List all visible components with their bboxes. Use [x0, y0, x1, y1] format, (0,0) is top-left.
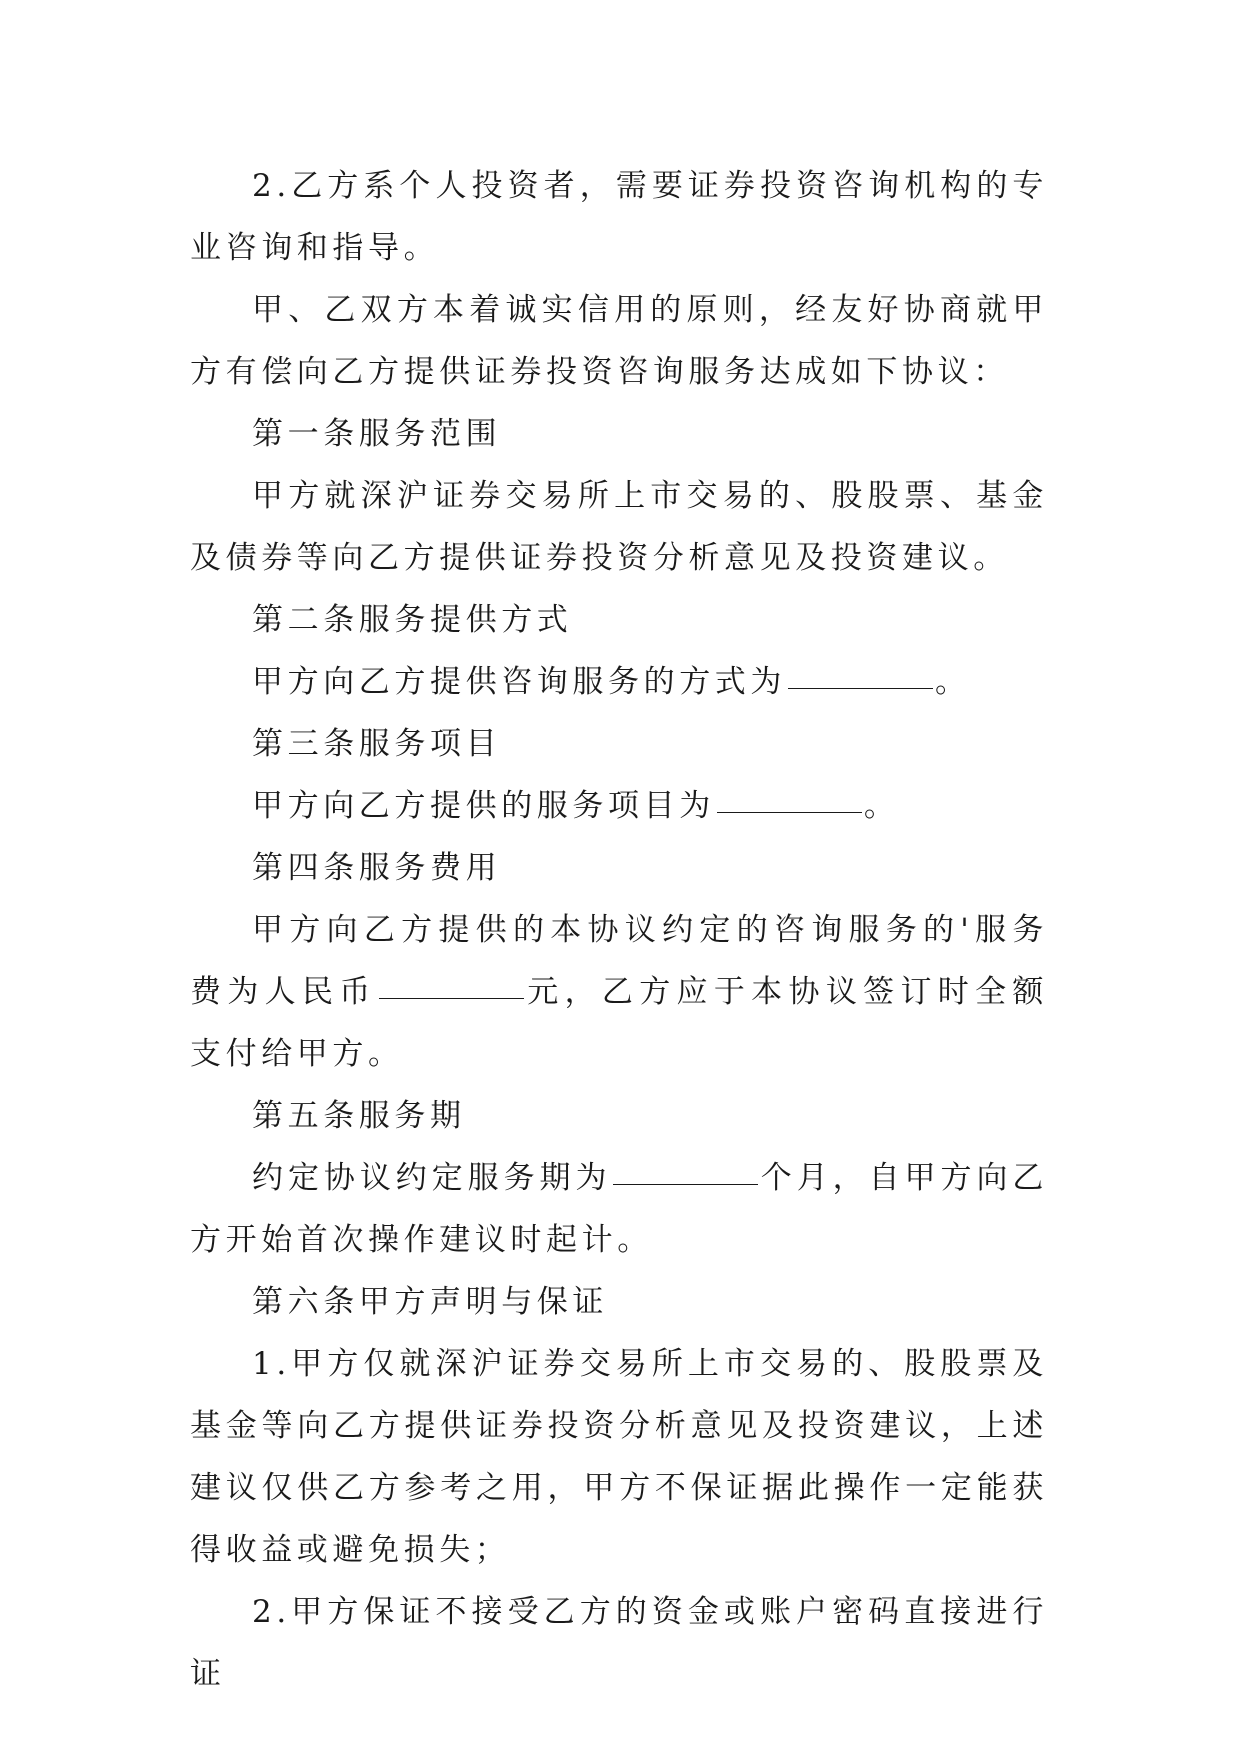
paragraph-text: 个月，自甲方向乙方开始首次操作建议时起计。	[190, 1160, 1048, 1258]
heading-article-6	[190, 1271, 1048, 1333]
paragraph-statement-2	[190, 1581, 1048, 1705]
paragraph-party-b-intro	[190, 155, 1048, 279]
paragraph-service-scope	[190, 465, 1048, 589]
paragraph-text: 甲方向乙方提供的本协议约定的咨询服务的'服务费为人民币	[190, 912, 1048, 1010]
paragraph-service-fee	[190, 899, 1048, 1085]
heading-text: 第六条甲方声明与保证	[252, 1284, 608, 1320]
paragraph-text: 。	[935, 664, 971, 700]
document-body	[190, 155, 1048, 1705]
paragraph-statement-1	[190, 1333, 1048, 1581]
paragraph-service-period	[190, 1147, 1048, 1271]
paragraph-service-items	[190, 775, 1048, 837]
paragraph-text: 1.甲方仅就深沪证券交易所上市交易的、股股票及基金等向乙方提供证券投资分析意见及投资建议，上述建议仅供乙方参考之用，甲方不保证据此操作一定能获得收益或避免损失；	[190, 1346, 1048, 1568]
paragraph-agreement-intro	[190, 279, 1048, 403]
heading-text: 第一条服务范围	[252, 416, 502, 452]
heading-text: 第五条服务期	[252, 1098, 466, 1134]
paragraph-text: 。	[863, 788, 900, 824]
heading-text: 第二条服务提供方式	[252, 602, 573, 638]
heading-article-1	[190, 403, 1048, 465]
paragraph-text: 2.乙方系个人投资者，需要证券投资咨询机构的专业咨询和指导。	[190, 168, 1048, 266]
paragraph-text: 甲方向乙方提供咨询服务的方式为	[252, 664, 786, 700]
paragraph-text: 甲方向乙方提供的服务项目为	[252, 788, 715, 824]
heading-article-4	[190, 837, 1048, 899]
heading-article-5	[190, 1085, 1048, 1147]
fill-in-blank-months[interactable]	[613, 1183, 758, 1185]
heading-text: 第三条服务项目	[252, 726, 502, 762]
fill-in-blank-method[interactable]	[788, 687, 933, 689]
paragraph-text: 元，乙方应于本协议签订时全额支付给甲方。	[190, 974, 1048, 1072]
paragraph-text: 甲方就深沪证券交易所上市交易的、股股票、基金及债券等向乙方提供证券投资分析意见及投资建议。	[190, 478, 1048, 576]
heading-text: 第四条服务费用	[252, 850, 502, 886]
fill-in-blank-items[interactable]	[717, 811, 862, 813]
paragraph-text: 约定协议约定服务期为	[252, 1160, 612, 1196]
paragraph-service-method	[190, 651, 1048, 713]
paragraph-text: 2.甲方保证不接受乙方的资金或账户密码直接进行证	[190, 1594, 1048, 1692]
fill-in-blank-fee[interactable]	[379, 997, 524, 999]
heading-article-3	[190, 713, 1048, 775]
paragraph-text: 甲、乙双方本着诚实信用的原则，经友好协商就甲方有偿向乙方提供证券投资咨询服务达成如下协议：	[190, 292, 1048, 390]
heading-article-2	[190, 589, 1048, 651]
